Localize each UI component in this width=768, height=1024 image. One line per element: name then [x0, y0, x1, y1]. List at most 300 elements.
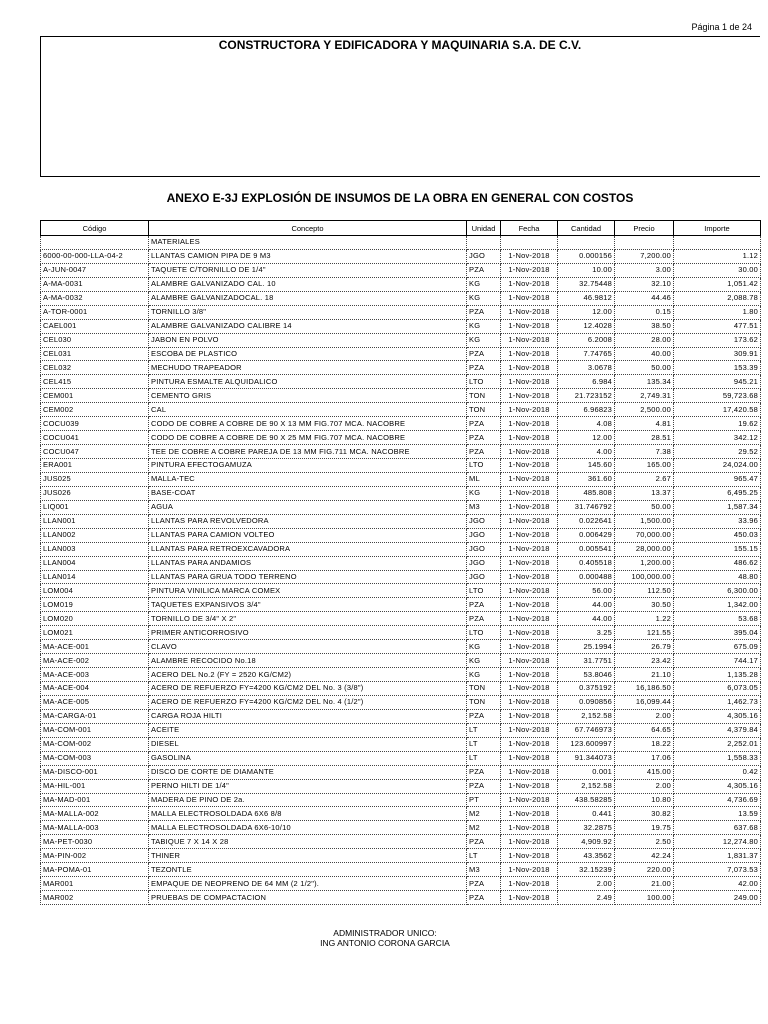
cell-precio: 7,200.00 [615, 249, 674, 263]
table-row [41, 682, 761, 696]
signature-block [40, 928, 730, 948]
cell-concepto: MALLA-TEC [149, 472, 467, 486]
cell-unidad: LTO [467, 584, 501, 598]
cell-codigo: LLAN004 [41, 556, 149, 570]
cell-importe: 4,736.69 [674, 793, 761, 807]
cell-concepto: JABON EN POLVO [149, 333, 467, 347]
cell-fecha: 1-Nov-2018 [501, 863, 558, 877]
cell-codigo: MA-MALLA-003 [41, 821, 149, 835]
cell-fecha: 1-Nov-2018 [501, 333, 558, 347]
cell-codigo: ERA001 [41, 459, 149, 473]
cell-fecha: 1-Nov-2018 [501, 737, 558, 751]
cell-unidad: PZA [467, 417, 501, 431]
cell-importe: 342.12 [674, 431, 761, 445]
cell-fecha: 1-Nov-2018 [501, 403, 558, 417]
cell-cantidad: 2.00 [558, 877, 615, 891]
cell-precio: 16,099.44 [615, 695, 674, 709]
cell-importe: 53.68 [674, 612, 761, 626]
section-row [41, 236, 761, 250]
cell-concepto: DISCO DE CORTE DE DIAMANTE [149, 765, 467, 779]
cell-concepto: ACERO DE REFUERZO FY=4200 KG/CM2 DEL No. 3 (3/8") [149, 682, 467, 696]
table-row [41, 877, 761, 891]
cell-unidad: TON [467, 695, 501, 709]
cell-importe: 1,558.33 [674, 751, 761, 765]
cell-unidad: PZA [467, 305, 501, 319]
cell-importe: 153.39 [674, 361, 761, 375]
cell-precio: 2.00 [615, 709, 674, 723]
cell-importe: 7,073.53 [674, 863, 761, 877]
cell-importe: 637.68 [674, 821, 761, 835]
cell-fecha: 1-Nov-2018 [501, 277, 558, 291]
supplies-table [40, 220, 761, 905]
cell-fecha: 1-Nov-2018 [501, 793, 558, 807]
cell-precio: 50.00 [615, 361, 674, 375]
cell-codigo: JUS026 [41, 486, 149, 500]
col-header-fecha: Fecha [501, 221, 558, 236]
cell-importe: 4,379.84 [674, 723, 761, 737]
cell-codigo: MA-DISCO-001 [41, 765, 149, 779]
cell-unidad: M3 [467, 500, 501, 514]
cell-precio: 28,000.00 [615, 542, 674, 556]
cell-concepto: LLANTAS PARA CAMION VOLTEO [149, 528, 467, 542]
table-row [41, 835, 761, 849]
table-row [41, 514, 761, 528]
cell-codigo: MA-POMA-01 [41, 863, 149, 877]
cell-fecha: 1-Nov-2018 [501, 556, 558, 570]
cell-fecha: 1-Nov-2018 [501, 640, 558, 654]
cell-concepto: GASOLINA [149, 751, 467, 765]
cell-importe: 744.17 [674, 654, 761, 668]
cell-cantidad: 0.006429 [558, 528, 615, 542]
cell-fecha: 1-Nov-2018 [501, 765, 558, 779]
table-row [41, 626, 761, 640]
cell-codigo: CEL031 [41, 347, 149, 361]
table-row [41, 486, 761, 500]
cell-codigo: LLAN002 [41, 528, 149, 542]
cell-fecha: 1-Nov-2018 [501, 891, 558, 905]
cell-concepto: LLANTAS PARA RETROEXCAVADORA [149, 542, 467, 556]
cell-precio: 4.81 [615, 417, 674, 431]
cell-importe: 6,495.25 [674, 486, 761, 500]
cell-unidad: PZA [467, 361, 501, 375]
cell-codigo: MA-ACE-002 [41, 654, 149, 668]
cell-precio: 1.22 [615, 612, 674, 626]
cell-importe: 6,073.05 [674, 682, 761, 696]
col-header-importe: Importe [674, 221, 761, 236]
cell-unidad: PZA [467, 347, 501, 361]
cell-unidad: JGO [467, 249, 501, 263]
table-row [41, 654, 761, 668]
table-row [41, 361, 761, 375]
cell-concepto: MADERA DE PINO DE 2a. [149, 793, 467, 807]
cell-concepto: LLANTAS PARA GRUA TODO TERRENO [149, 570, 467, 584]
cell-unidad: LT [467, 737, 501, 751]
cell-importe: 965.47 [674, 472, 761, 486]
cell-codigo: CEL030 [41, 333, 149, 347]
cell-cantidad: 7.74765 [558, 347, 615, 361]
cell-codigo: LLAN014 [41, 570, 149, 584]
cell-concepto: CAL [149, 403, 467, 417]
cell-importe: 1.80 [674, 305, 761, 319]
cell-importe: 1,831.37 [674, 849, 761, 863]
cell-fecha: 1-Nov-2018 [501, 654, 558, 668]
cell-precio: 165.00 [615, 459, 674, 473]
cell-unidad: PT [467, 793, 501, 807]
table-row [41, 277, 761, 291]
cell-fecha: 1-Nov-2018 [501, 514, 558, 528]
cell-cantidad: 91.344073 [558, 751, 615, 765]
cell-precio: 2.67 [615, 472, 674, 486]
cell-precio: 17.06 [615, 751, 674, 765]
cell-importe: 1,587.34 [674, 500, 761, 514]
cell-importe: 59,723.68 [674, 389, 761, 403]
cell-concepto: MECHUDO TRAPEADOR [149, 361, 467, 375]
cell-concepto: EMPAQUE DE NEOPRENO DE 64 MM (2 1/2"). [149, 877, 467, 891]
cell-codigo: LIQ001 [41, 500, 149, 514]
cell-unidad: JGO [467, 542, 501, 556]
cell-concepto: TABIQUE 7 X 14 X 28 [149, 835, 467, 849]
cell-cantidad: 44.00 [558, 612, 615, 626]
cell-codigo: MA-COM-001 [41, 723, 149, 737]
table-row [41, 751, 761, 765]
cell-concepto: AGUA [149, 500, 467, 514]
cell-fecha: 1-Nov-2018 [501, 347, 558, 361]
cell-cantidad: 6.984 [558, 375, 615, 389]
cell-fecha: 1-Nov-2018 [501, 500, 558, 514]
cell-cantidad: 12.00 [558, 305, 615, 319]
cell-concepto: PERNO HILTI DE 1/4" [149, 779, 467, 793]
cell-fecha: 1-Nov-2018 [501, 682, 558, 696]
cell-importe: 450.03 [674, 528, 761, 542]
cell-concepto: CODO DE COBRE A COBRE DE 90 X 13 MM FIG.707 MCA. NACOBRE [149, 417, 467, 431]
header-frame [40, 36, 760, 177]
cell-fecha: 1-Nov-2018 [501, 389, 558, 403]
cell-codigo: LOM020 [41, 612, 149, 626]
table-row [41, 779, 761, 793]
table-row [41, 737, 761, 751]
cell-unidad: PZA [467, 598, 501, 612]
cell-precio: 2.50 [615, 835, 674, 849]
cell-precio: 121.55 [615, 626, 674, 640]
cell-precio: 50.00 [615, 500, 674, 514]
cell-cantidad: 53.8046 [558, 668, 615, 682]
cell-unidad: TON [467, 403, 501, 417]
table-row [41, 598, 761, 612]
table-row [41, 765, 761, 779]
cell-codigo: JUS025 [41, 472, 149, 486]
cell-importe: 17,420.58 [674, 403, 761, 417]
cell-fecha: 1-Nov-2018 [501, 472, 558, 486]
cell-codigo: MA-ACE-004 [41, 682, 149, 696]
cell-unidad: M2 [467, 807, 501, 821]
cell-codigo: CEL032 [41, 361, 149, 375]
cell-fecha: 1-Nov-2018 [501, 249, 558, 263]
cell-concepto: DIESEL [149, 737, 467, 751]
cell-fecha: 1-Nov-2018 [501, 751, 558, 765]
table-row [41, 584, 761, 598]
cell-cantidad: 2.49 [558, 891, 615, 905]
cell-unidad: KG [467, 654, 501, 668]
cell-codigo: COCU039 [41, 417, 149, 431]
cell-importe: 486.62 [674, 556, 761, 570]
cell-concepto: TEZONTLE [149, 863, 467, 877]
table-row [41, 849, 761, 863]
table-row [41, 375, 761, 389]
cell-codigo: MAR002 [41, 891, 149, 905]
cell-concepto: CARGA ROJA HILTI [149, 709, 467, 723]
cell-precio: 135.34 [615, 375, 674, 389]
cell-cantidad: 44.00 [558, 598, 615, 612]
cell-precio: 18.22 [615, 737, 674, 751]
cell-fecha: 1-Nov-2018 [501, 668, 558, 682]
cell-precio: 10.80 [615, 793, 674, 807]
cell-importe: 1,342.00 [674, 598, 761, 612]
cell-precio: 415.00 [615, 765, 674, 779]
cell-importe: 249.00 [674, 891, 761, 905]
table-row [41, 528, 761, 542]
cell-concepto: ALAMBRE GALVANIZADO CAL. 10 [149, 277, 467, 291]
cell-codigo: MA-COM-003 [41, 751, 149, 765]
cell-importe: 173.62 [674, 333, 761, 347]
cell-importe: 30.00 [674, 263, 761, 277]
cell-fecha: 1-Nov-2018 [501, 486, 558, 500]
cell-cantidad: 0.090856 [558, 695, 615, 709]
cell-fecha: 1-Nov-2018 [501, 528, 558, 542]
annex-title: ANEXO E-3J EXPLOSIÓN DE INSUMOS DE LA OBRA EN GENERAL CON COSTOS [166, 191, 634, 205]
cell-concepto: ACERO DEL No.2 (FY = 2520 KG/CM2) [149, 668, 467, 682]
cell-concepto: LLANTAS PARA REVOLVEDORA [149, 514, 467, 528]
table-row [41, 723, 761, 737]
cell-codigo: MA-COM-002 [41, 737, 149, 751]
cell-unidad: M3 [467, 863, 501, 877]
cell-precio: 30.82 [615, 807, 674, 821]
table-row [41, 640, 761, 654]
cell-cantidad: 43.3562 [558, 849, 615, 863]
cell-importe: 4,305.16 [674, 779, 761, 793]
cell-fecha: 1-Nov-2018 [501, 807, 558, 821]
cell-unidad: JGO [467, 556, 501, 570]
cell-importe: 24,024.00 [674, 459, 761, 473]
table-row [41, 793, 761, 807]
cell-cantidad: 32.75448 [558, 277, 615, 291]
cell-precio: 21.00 [615, 877, 674, 891]
cell-unidad: JGO [467, 570, 501, 584]
table-row [41, 472, 761, 486]
table-row [41, 668, 761, 682]
cell-precio: 16,186.50 [615, 682, 674, 696]
cell-cantidad: 2,152.58 [558, 709, 615, 723]
cell-fecha: 1-Nov-2018 [501, 291, 558, 305]
cell-fecha: 1-Nov-2018 [501, 779, 558, 793]
cell-cantidad: 12.4028 [558, 319, 615, 333]
cell-cantidad: 21.723152 [558, 389, 615, 403]
cell-unidad: LTO [467, 375, 501, 389]
cell-cantidad: 6.2008 [558, 333, 615, 347]
cell-unidad: PZA [467, 891, 501, 905]
cell-unidad: JGO [467, 528, 501, 542]
cell-codigo: MA-PET-0030 [41, 835, 149, 849]
table-row [41, 249, 761, 263]
cell-unidad: LT [467, 723, 501, 737]
cell-fecha: 1-Nov-2018 [501, 849, 558, 863]
cell-unidad: PZA [467, 779, 501, 793]
cell-importe: 1,135.28 [674, 668, 761, 682]
cell-fecha: 1-Nov-2018 [501, 612, 558, 626]
cell-unidad: KG [467, 668, 501, 682]
cell-importe: 42.00 [674, 877, 761, 891]
cell-cantidad: 25.1994 [558, 640, 615, 654]
table-row [41, 891, 761, 905]
cell-codigo: MAR001 [41, 877, 149, 891]
table-row [41, 305, 761, 319]
cell-fecha: 1-Nov-2018 [501, 375, 558, 389]
cell-concepto: TEE DE COBRE A COBRE PAREJA DE 13 MM FIG.711 MCA. NACOBRE [149, 445, 467, 459]
cell-unidad: JGO [467, 514, 501, 528]
cell-concepto: CODO DE COBRE A COBRE DE 90 X 25 MM FIG.707 MCA. NACOBRE [149, 431, 467, 445]
table-row [41, 333, 761, 347]
cell-concepto: MALLA ELECTROSOLDADA 6X6 8/8 [149, 807, 467, 821]
cell-codigo: CAEL001 [41, 319, 149, 333]
table-row [41, 709, 761, 723]
table-row [41, 431, 761, 445]
table-row [41, 542, 761, 556]
cell-fecha: 1-Nov-2018 [501, 431, 558, 445]
col-header-cantidad: Cantidad [558, 221, 615, 236]
cell-codigo: MA-ACE-005 [41, 695, 149, 709]
cell-importe: 13.59 [674, 807, 761, 821]
cell-fecha: 1-Nov-2018 [501, 542, 558, 556]
cell-unidad: PZA [467, 765, 501, 779]
cell-cantidad: 12.00 [558, 431, 615, 445]
cell-cantidad: 3.0678 [558, 361, 615, 375]
cell-unidad: KG [467, 640, 501, 654]
cell-codigo: COCU047 [41, 445, 149, 459]
cell-codigo: LOM004 [41, 584, 149, 598]
cell-importe: 477.51 [674, 319, 761, 333]
cell-unidad: TON [467, 389, 501, 403]
col-header-precio: Precio [615, 221, 674, 236]
cell-unidad: KG [467, 333, 501, 347]
cell-concepto: ACEITE [149, 723, 467, 737]
cell-unidad: M2 [467, 821, 501, 835]
cell-cantidad: 0.000156 [558, 249, 615, 263]
cell-precio: 0.15 [615, 305, 674, 319]
signer-name: ING ANTONIO CORONA GARCIA [320, 938, 450, 948]
cell-precio: 100.00 [615, 891, 674, 905]
cell-fecha: 1-Nov-2018 [501, 877, 558, 891]
cell-precio: 2.00 [615, 779, 674, 793]
cell-concepto: PINTURA ESMALTE ALQUIDALICO [149, 375, 467, 389]
cell-codigo: MA-MALLA-002 [41, 807, 149, 821]
cell-importe: 675.09 [674, 640, 761, 654]
cell-precio: 70,000.00 [615, 528, 674, 542]
cell-concepto: ACERO DE REFUERZO FY=4200 KG/CM2 DEL No. 4 (1/2") [149, 695, 467, 709]
cell-fecha: 1-Nov-2018 [501, 584, 558, 598]
cell-precio: 32.10 [615, 277, 674, 291]
cell-concepto: THINER [149, 849, 467, 863]
table-row [41, 445, 761, 459]
cell-cantidad: 31.7751 [558, 654, 615, 668]
cell-concepto: PRIMER ANTICORROSIVO [149, 626, 467, 640]
cell-cantidad: 0.005541 [558, 542, 615, 556]
cell-importe: 29.52 [674, 445, 761, 459]
cell-concepto: ALAMBRE GALVANIZADOCAL. 18 [149, 291, 467, 305]
table-row [41, 821, 761, 835]
cell-importe: 19.62 [674, 417, 761, 431]
cell-codigo: MA-PIN-002 [41, 849, 149, 863]
cell-precio: 28.00 [615, 333, 674, 347]
cell-importe: 1,051.42 [674, 277, 761, 291]
cell-cantidad: 145.60 [558, 459, 615, 473]
cell-concepto: PINTURA VINILICA MARCA COMEX [149, 584, 467, 598]
cell-fecha: 1-Nov-2018 [501, 709, 558, 723]
cell-concepto: ALAMBRE GALVANIZADO CALIBRE 14 [149, 319, 467, 333]
cell-cantidad: 31.746792 [558, 500, 615, 514]
cell-codigo: MA-ACE-001 [41, 640, 149, 654]
cell-fecha: 1-Nov-2018 [501, 305, 558, 319]
cell-importe: 12,274.80 [674, 835, 761, 849]
cell-unidad: TON [467, 682, 501, 696]
cell-cantidad: 32.15239 [558, 863, 615, 877]
cell-cantidad: 438.58285 [558, 793, 615, 807]
cell-cantidad: 67.746973 [558, 723, 615, 737]
cell-cantidad: 10.00 [558, 263, 615, 277]
cell-concepto: ESCOBA DE PLASTICO [149, 347, 467, 361]
cell-fecha: 1-Nov-2018 [501, 417, 558, 431]
page-number: Página 1 de 24 [691, 22, 752, 32]
company-name: CONSTRUCTORA Y EDIFICADORA Y MAQUINARIA S.A. DE C.V. [218, 38, 582, 52]
cell-cantidad: 0.000488 [558, 570, 615, 584]
cell-codigo: MA-CARGA-01 [41, 709, 149, 723]
cell-unidad: PZA [467, 709, 501, 723]
cell-precio: 30.50 [615, 598, 674, 612]
table-row [41, 319, 761, 333]
cell-precio: 112.50 [615, 584, 674, 598]
cell-codigo: A-JUN-0047 [41, 263, 149, 277]
cell-precio: 100,000.00 [615, 570, 674, 584]
cell-cantidad: 0.375192 [558, 682, 615, 696]
cell-precio: 7.38 [615, 445, 674, 459]
cell-codigo: LOM019 [41, 598, 149, 612]
table-row [41, 695, 761, 709]
cell-importe: 4,305.16 [674, 709, 761, 723]
cell-precio: 1,500.00 [615, 514, 674, 528]
cell-codigo: A-MA-0031 [41, 277, 149, 291]
cell-cantidad: 2,152.58 [558, 779, 615, 793]
cell-cantidad: 4,909.92 [558, 835, 615, 849]
cell-precio: 2,749.31 [615, 389, 674, 403]
cell-fecha: 1-Nov-2018 [501, 821, 558, 835]
cell-precio: 1,200.00 [615, 556, 674, 570]
cell-codigo: A-TOR-0001 [41, 305, 149, 319]
cell-unidad: LTO [467, 459, 501, 473]
cell-importe: 0.42 [674, 765, 761, 779]
cell-codigo: CEM002 [41, 403, 149, 417]
cell-fecha: 1-Nov-2018 [501, 361, 558, 375]
cell-precio: 13.37 [615, 486, 674, 500]
cell-unidad: LT [467, 849, 501, 863]
cell-cantidad: 0.022641 [558, 514, 615, 528]
cell-precio: 64.65 [615, 723, 674, 737]
cell-cantidad: 123.600997 [558, 737, 615, 751]
cell-concepto: CLAVO [149, 640, 467, 654]
cell-importe: 309.91 [674, 347, 761, 361]
cell-codigo: MA-HIL-001 [41, 779, 149, 793]
cell-fecha: 1-Nov-2018 [501, 319, 558, 333]
cell-unidad: PZA [467, 431, 501, 445]
col-header-concepto: Concepto [149, 221, 467, 236]
cell-precio: 3.00 [615, 263, 674, 277]
